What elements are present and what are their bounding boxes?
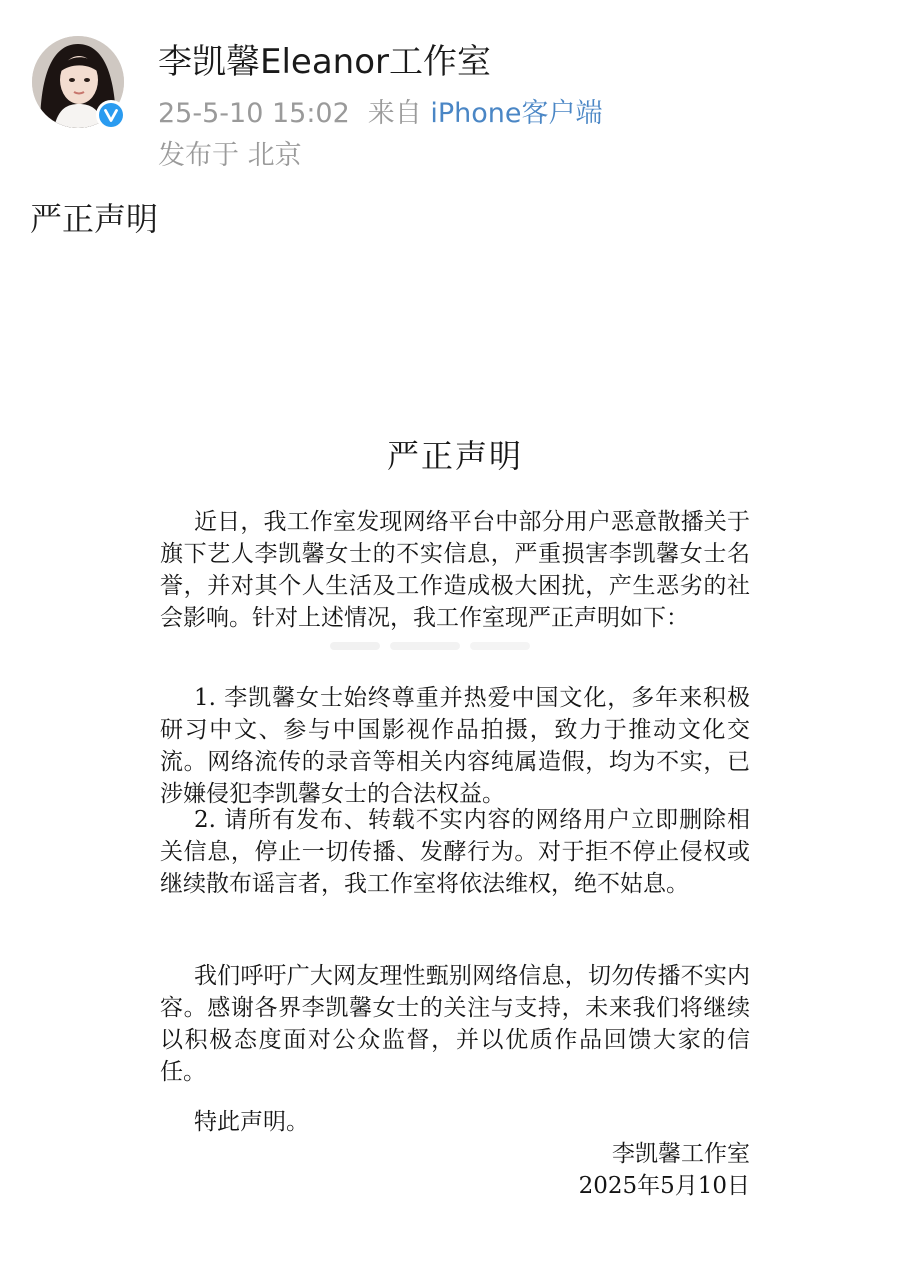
statement-paragraph-intro: 近日，我工作室发现网络平台中部分用户恶意散播关于旗下艺人李凯馨女士的不实信息，严重损害李凯馨女士名誉，并对其个人生活及工作造成极大困扰，产生恶劣的社会影响。针对上述情况，我工作室现严正声明如下： xyxy=(160,509,750,631)
statement-signature: 李凯馨工作室 xyxy=(612,1141,750,1167)
statement-image[interactable] xyxy=(0,248,908,1268)
post-header xyxy=(32,36,892,176)
post-client-link[interactable]: iPhone客户端 xyxy=(430,98,603,129)
statement-paragraph-point-1: 1. 李凯馨女士始终尊重并热爱中国文化，多年来积极研习中文、参与中国影视作品拍摄，致力于推动文化交流。网络流传的录音等相关内容纯属造假，均为不实，已涉嫌侵犯李凯馨女士的合法权益。 xyxy=(160,685,750,807)
statement-title: 严正声明 xyxy=(386,437,523,475)
statement-date: 2025年5月10日 xyxy=(578,1173,750,1199)
post-timestamp: 25-5-10 15:02 xyxy=(158,98,350,129)
statement-closing: 特此声明。 xyxy=(194,1109,309,1135)
post-source-label: 来自 xyxy=(367,98,422,129)
author-name[interactable]: 李凯馨Eleanor工作室 xyxy=(158,42,492,82)
statement-paragraph-point-2: 2. 请所有发布、转载不实内容的网络用户立即删除相关信息，停止一切传播、发酵行为。对于拒不停止侵权或继续散布谣言者，我工作室将依法维权，绝不姑息。 xyxy=(160,807,750,897)
verified-badge-icon xyxy=(96,100,126,130)
post-text: 严正声明 xyxy=(30,200,159,238)
post-location: 发布于 北京 xyxy=(158,140,302,171)
post-meta xyxy=(158,94,603,134)
watermark-icon xyxy=(330,638,570,654)
statement-paragraph-appeal: 我们呼吁广大网友理性甄别网络信息，切勿传播不实内容。感谢各界李凯馨女士的关注与支持，未来我们将继续以积极态度面对公众监督，并以优质作品回馈大家的信任。 xyxy=(160,963,750,1085)
